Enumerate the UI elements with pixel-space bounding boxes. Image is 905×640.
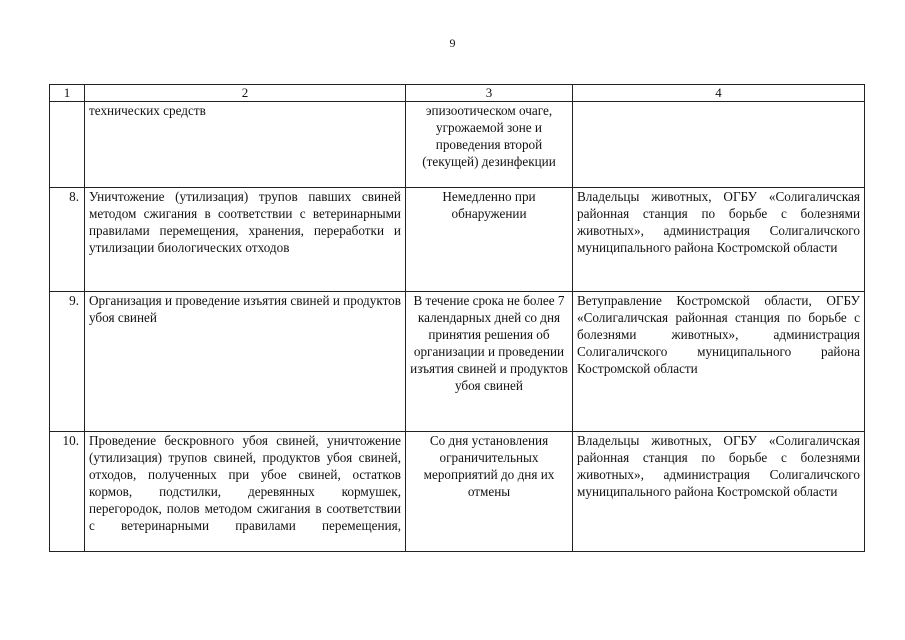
action-cell: Проведение бескровного убоя свиней, уничтожение (утилизация) трупов свиней, продуктов убоя свиней, отходов, полученных при убое свиней, остатков кормов, подстилки, деревянных кормушек, перегородок, полов методом сжигания в соответствии с ветеринарными правилами перемещения, [85, 432, 406, 552]
responsible-cell [573, 102, 865, 188]
responsible-cell: Владельцы животных, ОГБУ «Солигаличская районная станция по борьбе с болезнями животных», администрация Солигаличского муниципального района Костромской области [573, 188, 865, 292]
row-number: 8. [50, 188, 85, 292]
term-cell: Немедленно при обнаружении [406, 188, 573, 292]
action-cell: технических средств [85, 102, 406, 188]
column-header-1: 1 [50, 85, 85, 102]
action-cell: Уничтожение (утилизация) трупов павших свиней методом сжигания в соответствии с ветеринарными правилами перемещения, хранения, переработки и утилизации биологических отходов [85, 188, 406, 292]
row-number: 9. [50, 292, 85, 432]
table-row [50, 102, 865, 188]
responsible-cell: Владельцы животных, ОГБУ «Солигаличская районная станция по борьбе с болезнями животных», администрация Солигаличского муниципального района Костромской области [573, 432, 865, 552]
responsible-cell: Ветуправление Костромской области, ОГБУ «Солигаличская районная станция по борьбе с болезнями животных», администрация Солигаличского муниципального района Костромской области [573, 292, 865, 432]
term-cell: Со дня установления ограничительных мероприятий до дня их отмены [406, 432, 573, 552]
measures-table [49, 84, 865, 552]
table-row [50, 292, 865, 432]
column-header-4: 4 [573, 85, 865, 102]
column-header-2: 2 [85, 85, 406, 102]
row-number [50, 102, 85, 188]
table-header-row [50, 85, 865, 102]
column-header-3: 3 [406, 85, 573, 102]
table-row [50, 432, 865, 552]
term-cell: В течение срока не более 7 календарных дней со дня принятия решения об организации и проведении изъятия свиней и продуктов убоя свиней [406, 292, 573, 432]
row-number: 10. [50, 432, 85, 552]
action-cell: Организация и проведение изъятия свиней и продуктов убоя свиней [85, 292, 406, 432]
term-cell: эпизоотическом очаге, угрожаемой зоне и проведения второй (текущей) дезинфекции [406, 102, 573, 188]
table-row [50, 188, 865, 292]
page-number: 9 [449, 36, 456, 50]
